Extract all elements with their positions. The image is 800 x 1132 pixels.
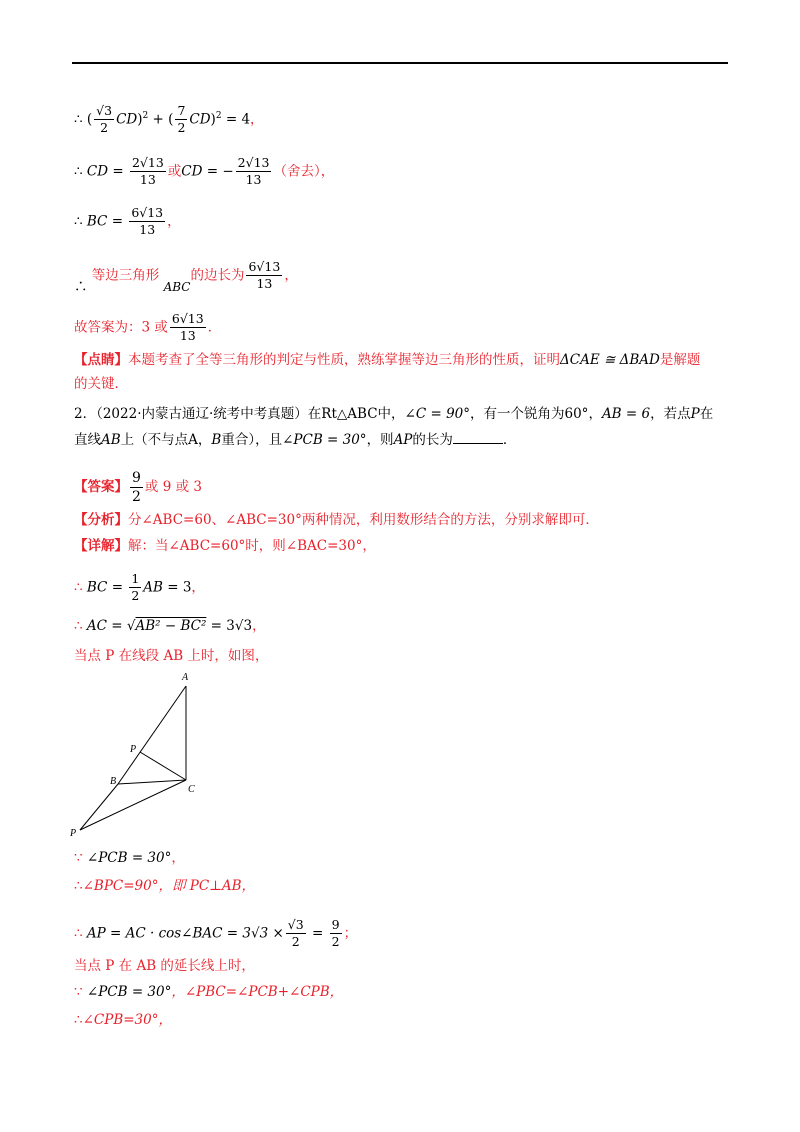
num: 9 bbox=[130, 470, 143, 488]
eq: = bbox=[108, 163, 128, 180]
paren: ) bbox=[137, 111, 143, 128]
triangle-figure bbox=[66, 668, 216, 840]
text: 的长为 bbox=[412, 432, 453, 448]
den: 2 bbox=[100, 120, 109, 136]
cd: CD bbox=[189, 111, 211, 128]
text: （2022·内蒙古通辽·统考中考真题）在 bbox=[96, 406, 322, 422]
label-a: A bbox=[182, 672, 189, 683]
segment-bc bbox=[118, 780, 186, 784]
expr: B bbox=[211, 432, 222, 448]
text: ，若点 bbox=[650, 406, 691, 422]
den: 2 bbox=[291, 934, 300, 950]
expr: ∠PCB = 30° bbox=[86, 850, 172, 866]
expr: 60° bbox=[564, 406, 589, 422]
expr: AB bbox=[101, 432, 121, 448]
question-2 bbox=[74, 408, 713, 422]
cd: CD bbox=[181, 163, 203, 180]
fraction bbox=[246, 260, 282, 292]
punct: ， bbox=[320, 163, 335, 180]
fraction bbox=[236, 156, 272, 188]
text: ， bbox=[197, 432, 212, 448]
text: ，∠PBC=∠PCB+∠CPB， bbox=[171, 984, 344, 1000]
label: 【分析】 bbox=[74, 512, 128, 528]
eq: = bbox=[106, 618, 127, 634]
step-8 bbox=[74, 986, 343, 1000]
header-rule bbox=[72, 62, 728, 64]
eq: = bbox=[107, 579, 128, 596]
cd: CD bbox=[116, 111, 138, 128]
den: 13 bbox=[179, 328, 196, 344]
bc: BC bbox=[86, 579, 108, 596]
step-9 bbox=[74, 1014, 172, 1028]
num: 2√13 bbox=[130, 156, 166, 172]
text: 上（不与点 bbox=[120, 432, 189, 448]
den: 13 bbox=[139, 172, 156, 188]
radicand: AB² − BC² bbox=[135, 618, 207, 634]
eq: = 3√3 bbox=[206, 618, 253, 634]
num: 9 bbox=[330, 918, 342, 934]
fraction bbox=[130, 156, 166, 188]
text: ， bbox=[588, 406, 602, 422]
text: 当点 P 在线段 AB 上时，如图， bbox=[74, 648, 269, 664]
therefore: ∴ bbox=[74, 618, 83, 634]
text: 的边长为 bbox=[190, 267, 245, 284]
fraction bbox=[175, 104, 187, 136]
num: 6√13 bbox=[170, 312, 206, 328]
text: 在 bbox=[699, 406, 714, 422]
text: 是解题 bbox=[659, 352, 701, 368]
punct: ， bbox=[250, 111, 264, 128]
solution-line bbox=[74, 540, 376, 554]
or-word: 或 bbox=[167, 163, 182, 180]
fraction bbox=[129, 572, 141, 604]
text: 故答案为：3 或 bbox=[74, 319, 168, 336]
expr: ∠C = 90° bbox=[404, 406, 470, 422]
therefore: ∴ bbox=[74, 1012, 83, 1028]
expr: AP = AC · cos∠BAC = 3√3 × bbox=[86, 925, 284, 942]
dianjing-line-2 bbox=[74, 378, 128, 392]
exp: 2 bbox=[215, 110, 222, 121]
therefore: ∴ bbox=[74, 579, 83, 596]
eq: = bbox=[107, 213, 128, 230]
label-p2: P bbox=[70, 828, 77, 839]
segment-extension bbox=[80, 784, 118, 830]
step-4 bbox=[74, 852, 185, 866]
text: 等边三角形 bbox=[91, 267, 160, 284]
den: 2 bbox=[331, 934, 340, 950]
bc: BC bbox=[86, 213, 108, 230]
fraction bbox=[129, 206, 165, 238]
therefore: ∴ bbox=[74, 111, 83, 128]
fraction: $\frac{√3}{2}$ bbox=[96, 103, 113, 136]
plus: + ( bbox=[148, 111, 174, 128]
segment-ab bbox=[118, 686, 186, 784]
punct: ． bbox=[207, 319, 222, 336]
expr: ∠PCB = 30° bbox=[86, 984, 172, 1000]
therefore: ∴ bbox=[74, 163, 83, 180]
label-p: P bbox=[130, 744, 137, 755]
ac: AC bbox=[86, 618, 107, 634]
num: 3 bbox=[104, 103, 113, 118]
because: ∵ bbox=[74, 850, 83, 866]
num: √3 bbox=[286, 918, 306, 934]
text: 分∠ABC=60、∠ABC=30°两种情况，利用数形结合的方法，分别求解即可． bbox=[128, 512, 599, 528]
q-num: 2． bbox=[74, 406, 97, 422]
eq: = 3 bbox=[162, 579, 192, 596]
num: 6√13 bbox=[129, 206, 165, 222]
den: 13 bbox=[139, 222, 156, 238]
abc: ABC bbox=[163, 280, 191, 295]
den: 2 bbox=[132, 489, 141, 506]
expr: AP bbox=[393, 432, 413, 448]
expr: AB = 6 bbox=[601, 406, 651, 422]
den: 2 bbox=[131, 588, 140, 604]
therefore: ∴ bbox=[74, 878, 83, 894]
fraction bbox=[286, 918, 306, 950]
eq: = 4 bbox=[221, 111, 251, 128]
text: 或 9 或 3 bbox=[144, 479, 202, 496]
line-2 bbox=[74, 156, 334, 188]
line-4 bbox=[74, 259, 298, 296]
answer-blank bbox=[453, 443, 503, 444]
punct: ， bbox=[171, 850, 185, 866]
punct: ， bbox=[191, 579, 205, 596]
text: ，有一个锐角为 bbox=[470, 406, 565, 422]
line-5 bbox=[74, 312, 221, 344]
text: 当点 P 在 AB 的延长线上时， bbox=[74, 958, 255, 974]
text: ，则 bbox=[366, 432, 394, 448]
fraction bbox=[130, 470, 143, 505]
line-1 bbox=[74, 104, 264, 136]
num: 7 bbox=[175, 104, 187, 120]
label: 【答案】 bbox=[74, 479, 128, 496]
fraction bbox=[170, 312, 206, 344]
punct: ， bbox=[284, 267, 298, 284]
label: 【点睛】 bbox=[74, 352, 128, 368]
cd: CD bbox=[86, 163, 109, 180]
den: 13 bbox=[245, 172, 262, 188]
line-3 bbox=[74, 206, 181, 238]
text: 直线 bbox=[74, 432, 101, 448]
text: ∠BPC=90°，即 PC⊥AB， bbox=[82, 878, 256, 894]
eq: = bbox=[307, 925, 328, 942]
expr: Rt△ABC bbox=[321, 406, 378, 422]
expr: P bbox=[690, 406, 700, 422]
therefore: ∴ bbox=[74, 279, 88, 296]
text: 解：当∠ABC=60°时，则∠BAC=30°， bbox=[128, 538, 376, 554]
paren: ( bbox=[86, 111, 93, 128]
label: 【详解】 bbox=[74, 538, 128, 554]
analysis-line bbox=[74, 514, 599, 528]
therefore: ∴ bbox=[74, 213, 83, 230]
note: （舍去） bbox=[273, 163, 321, 180]
therefore: ∴ bbox=[74, 925, 83, 942]
punct: ， bbox=[167, 213, 181, 230]
num: 6√13 bbox=[246, 260, 282, 276]
label-b: B bbox=[110, 776, 117, 787]
dianjing-line bbox=[74, 354, 700, 368]
label-c: C bbox=[188, 784, 195, 795]
segment-p2c bbox=[80, 780, 186, 830]
expr: ΔCAE ≅ ΔBAD bbox=[560, 352, 660, 368]
ab: AB bbox=[143, 579, 163, 596]
text: 重合），且 bbox=[221, 432, 283, 448]
text: 的关键． bbox=[74, 376, 128, 392]
fraction bbox=[330, 918, 342, 950]
expr: A bbox=[188, 432, 198, 448]
expr: ∠PCB = 30° bbox=[282, 432, 367, 448]
eq: = − bbox=[202, 163, 234, 180]
den: 13 bbox=[256, 276, 273, 292]
text: ． bbox=[502, 432, 517, 448]
segment-pc bbox=[140, 752, 186, 780]
step-6 bbox=[74, 918, 357, 950]
step-5 bbox=[74, 880, 255, 894]
num: 2√13 bbox=[236, 156, 272, 172]
paren: ) bbox=[210, 111, 216, 128]
den: 2 bbox=[177, 120, 186, 136]
step-7 bbox=[74, 960, 255, 974]
step-3 bbox=[74, 650, 268, 664]
punct: ； bbox=[343, 925, 358, 942]
text: 本题考查了全等三角形的判定与性质，熟练掌握等边三角形的性质，证明 bbox=[128, 352, 560, 368]
because: ∵ bbox=[74, 984, 83, 1000]
text: 中， bbox=[377, 406, 405, 422]
num: 1 bbox=[129, 572, 141, 588]
question-2-cont bbox=[74, 434, 516, 448]
answer-line bbox=[74, 470, 202, 505]
text: ∠CPB=30°， bbox=[82, 1012, 172, 1028]
step-1 bbox=[74, 572, 205, 604]
exp: 2 bbox=[142, 110, 149, 121]
punct: ， bbox=[252, 618, 266, 634]
step-2: ∴ AC = √AB² − BC² = 3√3， bbox=[74, 618, 266, 634]
